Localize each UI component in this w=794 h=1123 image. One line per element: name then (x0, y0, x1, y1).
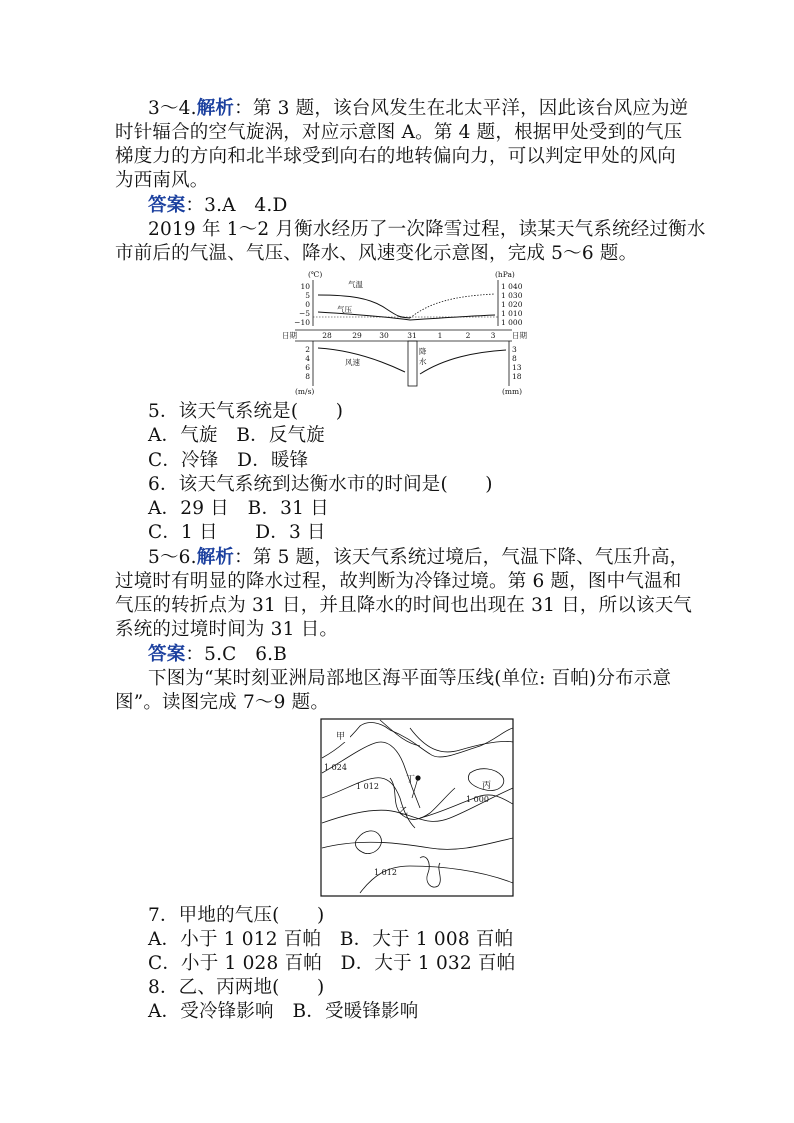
temp-curve-label: 气温 (348, 280, 363, 289)
answer-5-6 (148, 643, 287, 667)
explain-5-6-line-4: 系统的过境时间为 31 日。 (115, 619, 339, 640)
q6-options-ab: A．29 日 B．31 日 (148, 498, 329, 519)
explain-5-6-line-1 (148, 546, 688, 570)
wind-tick: 6 (305, 363, 310, 372)
pressure-tick: 1 010 (501, 309, 523, 318)
pressure-curve-label: 气压 (337, 305, 352, 314)
place-yi: 乙 (399, 807, 409, 817)
explain-5-6-label: 解析 (196, 547, 235, 568)
date-tick: 3 (490, 331, 496, 340)
explain-3-4-text: ：第 3 题，该台风发生在北太平洋，因此该台风应为逆 (234, 98, 689, 119)
explain-3-4-line-3: 梯度力的方向和北半球受到向右的地转偏向力，可以判定甲处的风向 (115, 146, 677, 167)
answer-3-4-label: 答案 (148, 195, 186, 216)
pressure-tick: 1 020 (501, 300, 523, 309)
temp-tick: −10 (294, 318, 310, 327)
pressure-tick: 1 030 (501, 291, 523, 300)
q8-options-ab: A．受冷锋影响 B．受暖锋影响 (148, 1001, 419, 1022)
wind-curve-label: 风速 (345, 358, 360, 367)
date-tick: 31 (407, 331, 417, 340)
q7-options-ab: A．小于 1 012 百帕 B．大于 1 008 百帕 (148, 929, 514, 950)
wind-tick: 8 (305, 372, 310, 381)
answer-5-6-label: 答案 (148, 644, 186, 665)
rain-label-1: 降 (419, 347, 427, 356)
explain-3-4-label: 解析 (196, 98, 235, 119)
precipitation-bar (408, 341, 417, 386)
date-tick: 1 (437, 331, 443, 340)
explain-5-6-line-3: 气压的转折点为 31 日，并且降水的时间也出现在 31 日，所以该天气 (115, 595, 693, 616)
rain-tick: 8 (512, 354, 517, 363)
date-tick: 29 (352, 331, 362, 340)
q6-options-cd: C．1 日 D．3 日 (148, 522, 326, 543)
rain-tick: 13 (512, 363, 522, 372)
explain-5-6-text: ：第 5 题，该天气系统过境后，气温下降、气压升高， (234, 547, 689, 568)
date-label-left: 日期 (282, 331, 297, 340)
isobar-label-1000: 1 000 (466, 795, 489, 804)
q5-options-ab: A．气旋 B．反气旋 (148, 425, 325, 446)
date-tick: 2 (465, 331, 471, 340)
intro-7-9-line-2: 图”。读图完成 7～9 题。 (115, 692, 330, 713)
pressure-tick: 1 040 (501, 282, 523, 291)
rain-unit-label: (mm) (502, 387, 523, 396)
pressure-unit-label: (hPa) (495, 270, 515, 279)
explain-3-4-line-1 (148, 97, 688, 121)
answer-3-4 (148, 194, 288, 218)
wind-tick: 2 (305, 345, 310, 354)
q5-options-cd: C．冷锋 D．暖锋 (148, 450, 309, 471)
place-jia: 甲 (336, 732, 346, 742)
isobar-label-1024: 1 024 (324, 763, 347, 772)
rain-tick: 18 (512, 372, 522, 381)
date-label-right: 日期 (512, 331, 527, 340)
explain-5-6-line-2: 过境时有明显的降水过程，故判断为冷锋过境。第 6 题，图中气温和 (115, 571, 682, 592)
intro-5-6-line-2: 市前后的气温、气压、降水、风速变化示意图，完成 5～6 题。 (115, 243, 638, 264)
temp-tick: 0 (305, 300, 310, 309)
q7-options-cd: C．小于 1 028 百帕 D．大于 1 032 百帕 (148, 953, 516, 974)
wind-tick: 4 (305, 354, 310, 363)
answer-5-6-text: ：5.C 6.B (185, 644, 288, 665)
explain-3-4-line-2: 时针辐合的空气旋涡，对应示意图 A。第 4 题，根据甲处受到的气压 (115, 122, 683, 143)
isobar-label-1012-a: 1 012 (356, 782, 379, 791)
rain-label-2: 水 (419, 357, 427, 366)
temp-unit-label: (℃) (308, 270, 323, 279)
intro-7-9-line-1: 下图为“某时刻亚洲局部地区海平面等压线(单位: 百帕)分布示意 (148, 668, 672, 689)
temp-tick: 10 (300, 282, 310, 291)
explain-5-6-prefix: 5～6. (148, 547, 197, 568)
q7-stem: 7．甲地的气压( ) (148, 905, 325, 926)
q5-stem: 5．该天气系统是( ) (148, 401, 344, 422)
date-tick: 30 (379, 331, 389, 340)
answer-3-4-text: ：3.A 4.D (185, 195, 288, 216)
place-bing: 丙 (482, 781, 492, 791)
pressure-tick: 1 000 (501, 318, 523, 327)
explain-3-4-prefix: 3～4. (148, 98, 197, 119)
weather-chart (280, 268, 540, 400)
isobar-label-1012-b: 1 012 (374, 868, 397, 877)
intro-5-6-line-1: 2019 年 1～2 月衡水经历了一次降雪过程，读某天气系统经过衡水 (148, 219, 706, 240)
q8-stem: 8．乙、丙两地( ) (148, 977, 325, 998)
temperature-curve (318, 295, 410, 318)
place-ding: 丁 (406, 775, 416, 785)
rain-tick: 3 (512, 345, 517, 354)
q6-stem: 6．该天气系统到达衡水市的时间是( ) (148, 474, 493, 495)
date-tick: 28 (322, 331, 332, 340)
temp-tick: 5 (305, 291, 310, 300)
wind-unit-label: (m/s) (295, 387, 315, 396)
isobar-map (320, 718, 514, 898)
temp-tick: −5 (298, 309, 310, 318)
explain-3-4-line-4: 为西南风。 (115, 170, 209, 191)
temperature-curve-after (410, 294, 495, 318)
